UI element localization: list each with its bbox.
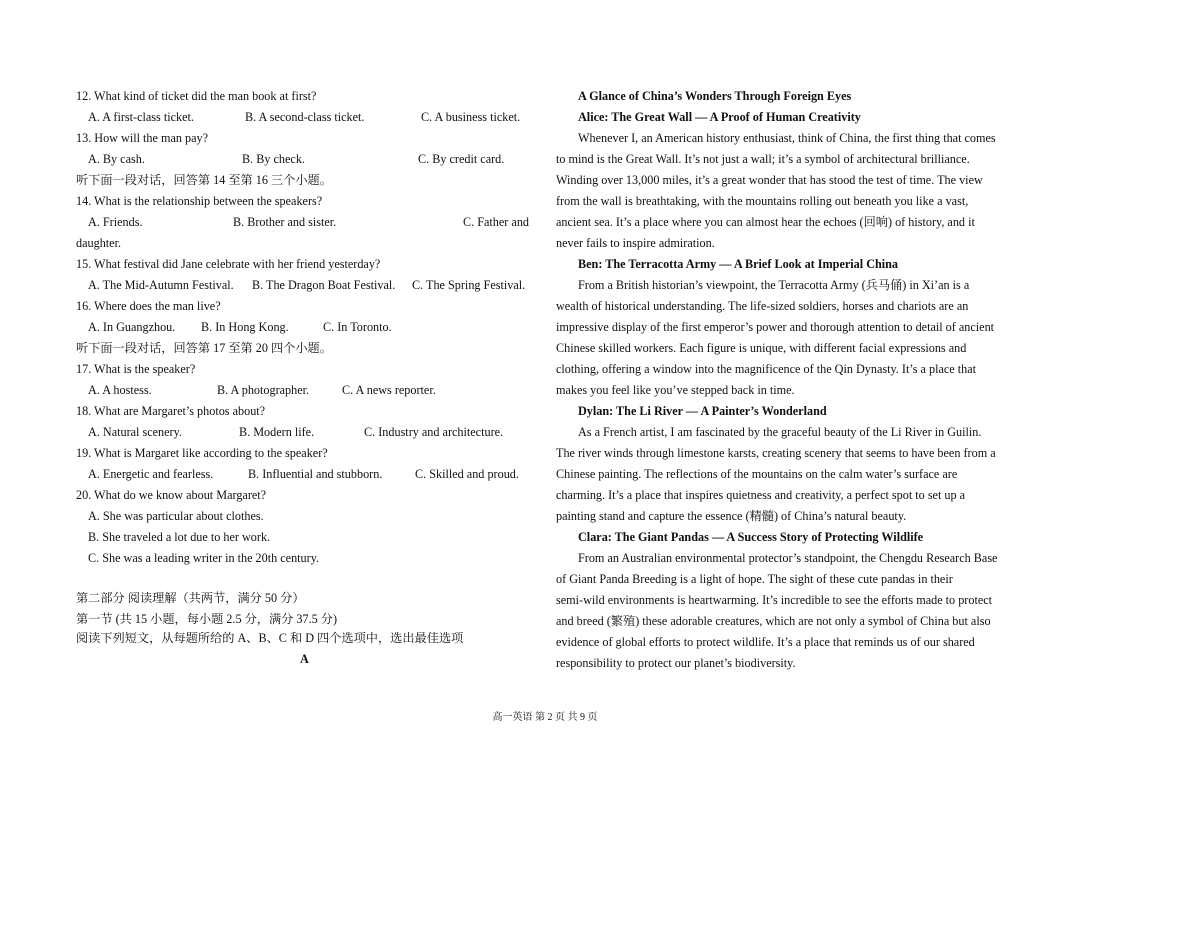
instruction-14-16: 听下面一段对话，回答第 14 至第 16 三个小题。 — [76, 173, 332, 187]
passage-title: A Glance of China’s Wonders Through Foreign Eyes — [578, 89, 852, 103]
ben-line: wealth of historical understanding. The life-sized soldiers, horses and chariots are an — [556, 299, 969, 313]
clara-heading: Clara: The Giant Pandas — A Success Story of Protecting Wildlife — [578, 530, 924, 544]
q15-option-c: C. The Spring Festival. — [412, 278, 526, 292]
reading-directions: 阅读下列短文，从每题所给的 A、B、C 和 D 四个选项中，选出最佳选项 — [76, 631, 464, 645]
q20-option-c: C. She was a leading writer in the 20th century. — [88, 551, 320, 565]
q13-option-b: B. By check. — [242, 152, 305, 166]
page-footer: 高一英语 第 2 页 共 9 页 — [492, 712, 598, 723]
alice-line: to mind is the Great Wall. It’s not just a wall; it’s a symbol of architectural brilliance. — [556, 152, 970, 166]
alice-line: never fails to inspire admiration. — [556, 236, 715, 250]
clara-line: From an Australian environmental protector’s standpoint, the Chengdu Research Base — [578, 551, 998, 565]
alice-heading: Alice: The Great Wall — A Proof of Human Creativity — [578, 110, 861, 124]
q14-option-a: A. Friends. — [88, 215, 143, 229]
clara-line: responsibility to protect our planet’s biodiversity. — [556, 656, 796, 670]
question-18: 18. What are Margaret’s photos about? — [76, 404, 266, 418]
question-13: 13. How will the man pay? — [76, 131, 209, 145]
alice-line: from the wall is breathtaking, with the mountains rolling out beneath you like a vast, — [556, 194, 969, 208]
dylan-line: Chinese painting. The reflections of the mountains on the calm water’s surface are — [556, 467, 958, 481]
ben-line: From a British historian’s viewpoint, the Terracotta Army (兵马俑) in Xi’an is a — [578, 278, 970, 292]
q19-option-c: C. Skilled and proud. — [415, 467, 519, 481]
q17-option-c: C. A news reporter. — [342, 383, 436, 397]
q18-option-b: B. Modern life. — [239, 425, 315, 439]
passage-letter: A — [300, 652, 309, 666]
q19-option-b: B. Influential and stubborn. — [248, 467, 383, 481]
q17-option-a: A. A hostess. — [88, 383, 152, 397]
q14-option-c-wrap: daughter. — [76, 236, 122, 250]
part-two-heading: 第二部分 阅读理解（共两节，满分 50 分） — [76, 591, 305, 605]
q16-option-a: A. In Guangzhou. — [88, 320, 176, 334]
alice-line: Winding over 13,000 miles, it’s a great wonder that has stood the test of time. The view — [556, 173, 983, 187]
dylan-line: painting stand and capture the essence (精髓) of China’s natural beauty. — [556, 509, 907, 523]
alice-line: Whenever I, an American history enthusiast, think of China, the first thing that comes — [578, 131, 996, 145]
q13-option-c: C. By credit card. — [418, 152, 505, 166]
question-12: 12. What kind of ticket did the man book at first? — [76, 89, 317, 103]
ben-heading: Ben: The Terracotta Army — A Brief Look at Imperial China — [578, 257, 899, 271]
ben-line: impressive display of the first emperor’s power and thorough attention to detail of ancient — [556, 320, 995, 334]
q16-option-b: B. In Hong Kong. — [201, 320, 289, 334]
q17-option-b: B. A photographer. — [217, 383, 310, 397]
q15-option-a: A. The Mid-Autumn Festival. — [88, 278, 234, 292]
ben-line: clothing, offering a window into the magnificence of the Qin Dynasty. It’s a place that — [556, 362, 977, 376]
dylan-line: The river winds through limestone karsts, creating scenery that seems to have been from a — [556, 446, 996, 460]
question-15: 15. What festival did Jane celebrate with her friend yesterday? — [76, 257, 381, 271]
instruction-17-20: 听下面一段对话，回答第 17 至第 20 四个小题。 — [76, 341, 332, 355]
q15-option-b: B. The Dragon Boat Festival. — [252, 278, 396, 292]
q19-option-a: A. Energetic and fearless. — [88, 467, 214, 481]
q12-option-a: A. A first-class ticket. — [88, 110, 194, 124]
q14-option-c: C. Father and — [463, 215, 530, 229]
dylan-line: charming. It’s a place that inspires quietness and creativity, a perfect spot to set up a — [556, 488, 966, 502]
ben-line: Chinese skilled workers. Each figure is unique, with different facial expressions and — [556, 341, 967, 355]
question-17: 17. What is the speaker? — [76, 362, 196, 376]
q20-option-b: B. She traveled a lot due to her work. — [88, 530, 271, 544]
q18-option-a: A. Natural scenery. — [88, 425, 182, 439]
question-14: 14. What is the relationship between the speakers? — [76, 194, 323, 208]
ben-line: makes you feel like you’ve stepped back in time. — [556, 383, 795, 397]
clara-line: of Giant Panda Breeding is a light of hope. The sight of these cute pandas in their — [556, 572, 953, 586]
question-16: 16. Where does the man live? — [76, 299, 221, 313]
dylan-heading: Dylan: The Li River — A Painter’s Wonderland — [578, 404, 827, 418]
dylan-line: As a French artist, I am fascinated by the graceful beauty of the Li River in Guilin. — [578, 425, 982, 439]
q20-option-a: A. She was particular about clothes. — [88, 509, 264, 523]
alice-line: ancient sea. It’s a place where you can almost hear the echoes (回响) of history, and it — [556, 215, 975, 229]
q12-option-b: B. A second-class ticket. — [245, 110, 365, 124]
q12-option-c: C. A business ticket. — [421, 110, 521, 124]
question-20: 20. What do we know about Margaret? — [76, 488, 267, 502]
q18-option-c: C. Industry and architecture. — [364, 425, 504, 439]
question-19: 19. What is Margaret like according to the speaker? — [76, 446, 328, 460]
q14-option-b: B. Brother and sister. — [233, 215, 337, 229]
section-one-heading: 第一节 (共 15 小题，每小题 2.5 分，满分 37.5 分) — [76, 612, 338, 626]
clara-line: evidence of global efforts to protect wildlife. It’s a place that reminds us of our shared — [556, 635, 975, 649]
q13-option-a: A. By cash. — [88, 152, 145, 166]
q16-option-c: C. In Toronto. — [323, 320, 392, 334]
clara-line: semi-wild environments is heartwarming. It’s incredible to see the efforts made to protect — [556, 593, 993, 607]
clara-line: and breed (繁殖) these adorable creatures, which are not only a symbol of China but also — [556, 614, 991, 628]
